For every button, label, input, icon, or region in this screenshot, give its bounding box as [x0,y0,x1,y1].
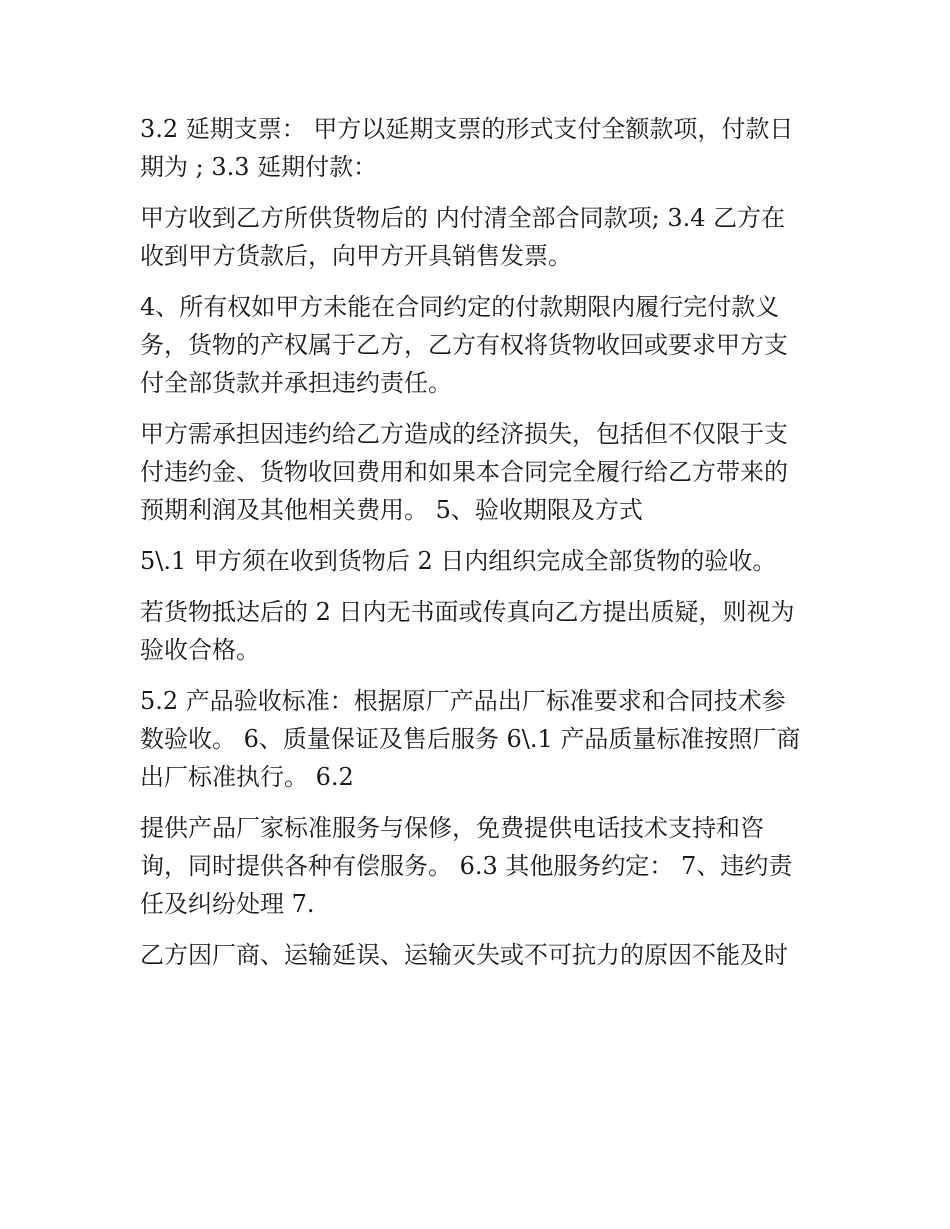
paragraph-3-2 [140,110,820,186]
text-line: 若货物抵达后的 2 日内无书面或传真向乙方提出质疑，则视为 [140,598,795,626]
text-line: 4、所有权如甲方未能在合同约定的付款期限内履行完付款义 [140,293,780,321]
text-line: 数验收。 6、质量保证及售后服务 6\.1 产品质量标准按照厂商 [140,725,801,753]
text-line: 5.2 产品验收标准：根据原厂产品出厂标准要求和合同技术参 [140,687,786,715]
text-line: 收到甲方货款后，向甲方开具销售发票。 [140,242,572,270]
text-line: 甲方需承担因违约给乙方造成的经济损失，包括但不仅限于支 [140,420,788,448]
text-line: 3.2 延期支票： 甲方以延期支票的形式支付全额款项，付款日 [140,115,794,143]
paragraph-5-1 [140,542,820,580]
text-line: 付违约金、货物收回费用和如果本合同完全履行给乙方带来的 [140,458,788,486]
paragraph-acceptance [140,593,820,669]
text-line: 任及纠纷处理 7. [140,890,315,918]
paragraph-payment [140,199,820,275]
text-line: 验收合格。 [140,636,260,664]
paragraph-service [140,809,820,923]
text-line: 5\.1 甲方须在收到货物后 2 日内组织完成全部货物的验收。 [140,547,777,575]
text-line: 询，同时提供各种有偿服务。 6.3 其他服务约定： 7、违约责 [140,852,793,880]
text-line: 出厂标准执行。 6.2 [140,763,354,791]
document-body [140,110,820,987]
paragraph-losses [140,415,820,529]
text-line: 甲方收到乙方所供货物后的 内付清全部合同款项; 3.4 乙方在 [140,204,786,232]
text-line: 提供产品厂家标准服务与保修，免费提供电话技术支持和咨 [140,814,764,842]
paragraph-5-2 [140,682,820,796]
paragraph-ownership [140,288,820,402]
text-line: 期为 ; 3.3 延期付款： [140,153,378,181]
text-line: 乙方因厂商、运输延误、运输灭失或不可抗力的原因不能及时 [140,941,788,969]
text-line: 预期利润及其他相关费用。 5、验收期限及方式 [140,496,643,524]
paragraph-delay [140,936,820,974]
text-line: 付全部货款并承担违约责任。 [140,369,452,397]
text-line: 务，货物的产权属于乙方，乙方有权将货物收回或要求甲方支 [140,331,788,359]
